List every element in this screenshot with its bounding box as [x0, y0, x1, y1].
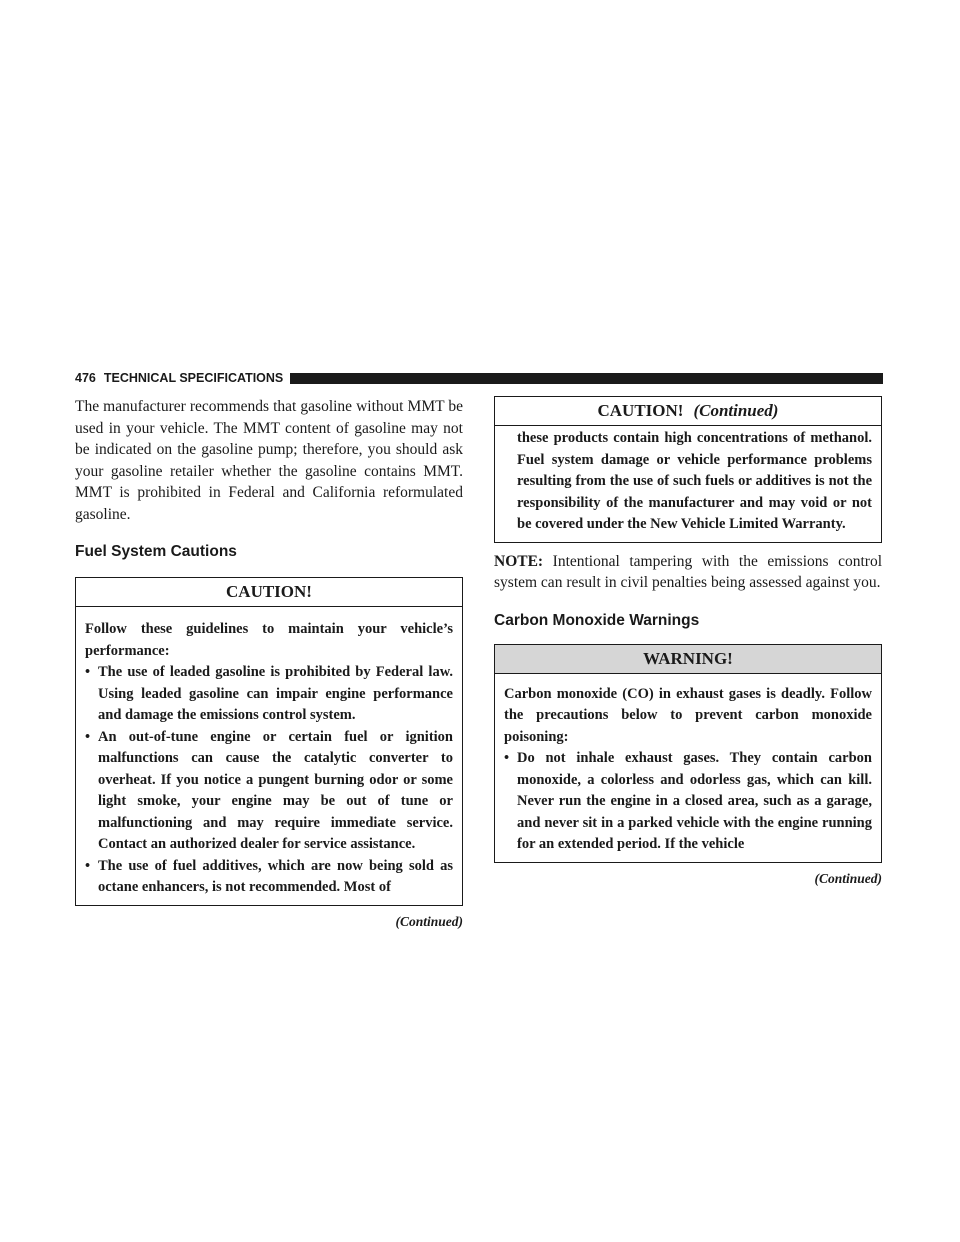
- carbon-monoxide-heading: Carbon Monoxide Warnings: [494, 611, 700, 629]
- header-rule: [290, 373, 883, 384]
- section-title: TECHNICAL SPECIFICATIONS: [103, 371, 284, 385]
- caution-bullet: • The use of fuel additives, which are now being sold as octane enhancers, is not recommended. Most of: [85, 856, 453, 899]
- fuel-system-cautions-heading: Fuel System Cautions: [75, 543, 237, 560]
- caution-bullet: • The use of leaded gasoline is prohibited by Federal law. Using leaded gasoline can impair engine performance and damage the emissions control system.: [85, 662, 453, 727]
- bullet-icon: •: [504, 750, 510, 766]
- bullet-icon: •: [85, 728, 91, 745]
- warning-bullet: • Do not inhale exhaust gases. They contain carbon monoxide, a colorless and odorless gas, which can kill. Never run the engine in a closed area, such as a garage, and never sit in a parked vehicle with the engine running for an extended period. If the vehicle: [504, 748, 872, 856]
- note-label: NOTE:: [494, 552, 544, 570]
- continued-label: (Continued): [395, 913, 463, 929]
- page-number: 476: [75, 371, 96, 385]
- warning-box: [494, 644, 882, 863]
- left-column: [75, 396, 463, 930]
- continued-label: (Continued): [814, 870, 882, 886]
- caution-title: CAUTION!: [76, 578, 462, 607]
- intro-paragraph: The manufacturer recommends that gasoline without MMT be used in your vehicle. The MMT content of gasoline may not be indicated on the gasoline pump; therefore, you should ask your gasoline retailer whether the gasoline contains MMT. MMT is prohibited in Federal and California reformulated gasoline.: [75, 398, 463, 523]
- warning-lead: Carbon monoxide (CO) in exhaust gases is deadly. Follow the precautions below to prevent carbon monoxide poisoning:: [504, 685, 872, 745]
- caution-continued-box: [494, 396, 882, 543]
- bullet-icon: •: [85, 664, 91, 680]
- warning-body: [495, 674, 881, 862]
- caution-lead: Follow these guidelines to maintain your vehicle’s performance:: [85, 621, 453, 659]
- caution-continued-body: these products contain high concentrations of methanol. Fuel system damage or vehicle performance problems resulting from the use of such fuels or additives is not the responsibility of the manufacturer and may void or not be covered under the New Vehicle Limited Warranty.: [517, 430, 872, 532]
- right-column: [494, 396, 882, 887]
- caution-continued-title: CAUTION! (Continued): [495, 397, 881, 426]
- bullet-icon: •: [85, 857, 91, 874]
- caution-bullet: • An out-of-tune engine or certain fuel or ignition malfunctions can cause the catalytic converter to overheat. If you notice a pungent burning odor or some light smoke, your engine may be out of tune or malfunctioning and may require immediate service. Contact an authorized dealer for service assistance.: [85, 727, 453, 856]
- page-header: [75, 370, 883, 386]
- caution-body: [76, 607, 462, 905]
- warning-title: WARNING!: [495, 645, 881, 674]
- caution-box: [75, 577, 463, 906]
- note-paragraph: NOTE: Intentional tampering with the emissions control system can result in civil penalties being assessed against you.: [494, 552, 882, 591]
